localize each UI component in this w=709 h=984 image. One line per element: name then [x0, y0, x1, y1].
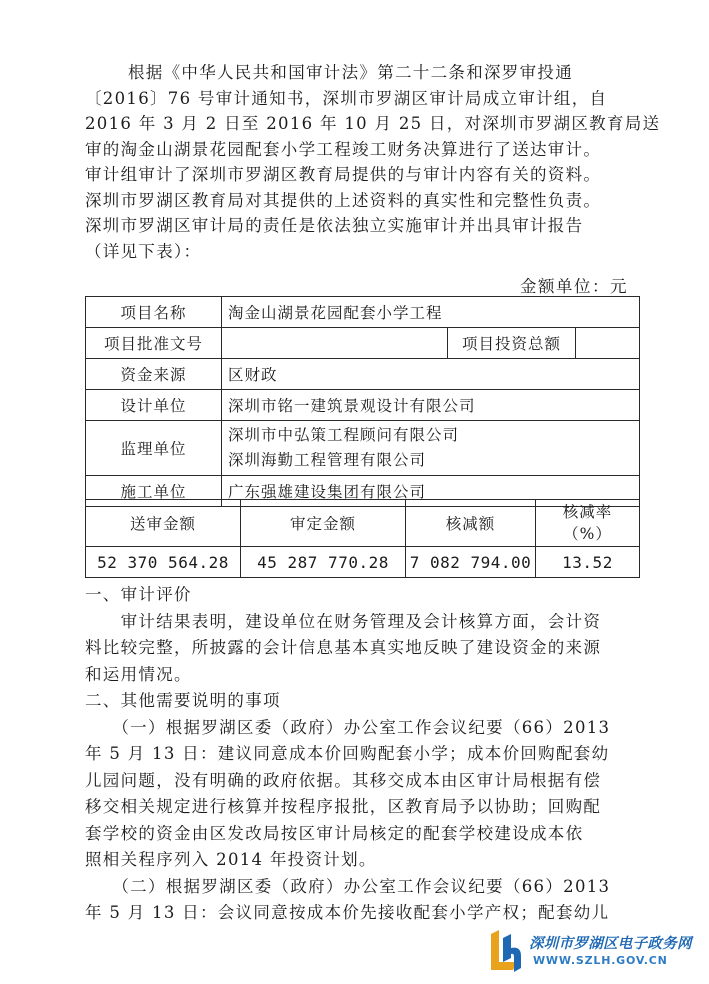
intro-line: 深圳市罗湖区审计局的责任是依法独立实施审计并出具审计报告 — [85, 216, 584, 235]
design-unit-label: 设计单位 — [86, 390, 222, 421]
table-row — [86, 421, 640, 476]
table-row — [86, 390, 640, 421]
audit-amount-table — [85, 499, 640, 578]
table-row — [86, 359, 640, 390]
submitted-amount-value: 52 370 564.28 — [86, 547, 241, 578]
reduction-rate-unit: （%） — [563, 525, 612, 543]
table-row — [86, 297, 640, 328]
body-line: 审计结果表明，建设单位在财务管理及会计核算方面，会计资 — [85, 611, 602, 631]
project-name-value: 淘金山湖景花园配套小学工程 — [222, 297, 640, 328]
report-body — [85, 582, 645, 927]
approved-amount-header: 审定金额 — [241, 500, 406, 547]
table-row — [86, 547, 640, 578]
section-heading: 二、其他需要说明的事项 — [85, 691, 281, 710]
intro-line: （详见下表）： — [85, 241, 202, 261]
body-line: 儿园问题，没有明确的政府依据。其移交成本由区审计局根据有偿 — [85, 770, 602, 790]
funding-source-value: 区财政 — [222, 359, 640, 390]
approval-number-label: 项目批准文号 — [86, 328, 222, 359]
section-heading: 一、审计评价 — [85, 585, 192, 604]
construction-unit-label: 施工单位 — [86, 476, 222, 507]
site-watermark — [487, 928, 697, 974]
investment-total-value — [576, 328, 640, 359]
intro-line: 〔2016〕76 号审计通知书，深圳市罗湖区审计局成立审计组，自 — [85, 88, 608, 108]
body-line: 照相关程序列入 2014 年投资计划。 — [85, 850, 377, 869]
table-row — [86, 328, 640, 359]
investment-total-label: 项目投资总额 — [448, 328, 576, 359]
reduction-rate-title: 核减率 — [562, 503, 613, 521]
funding-source-label: 资金来源 — [86, 359, 222, 390]
amount-unit-note: 金额单位：元 — [520, 277, 628, 296]
lh-logo-icon — [487, 928, 525, 974]
body-line: 年 5 月 13 日：建议同意成本价回购配套小学；成本价回购配套幼 — [85, 744, 610, 763]
intro-line: 审的淘金山湖景花园配套小学工程竣工财务决算进行了送达审计。 — [85, 139, 602, 159]
submitted-amount-header: 送审金额 — [86, 500, 241, 547]
supervision-unit-label: 监理单位 — [86, 421, 222, 476]
body-line: 套学校的资金由区发改局按区审计局核定的配套学校建设成本依 — [85, 823, 584, 843]
reduction-amount-value: 7 082 794.00 — [406, 547, 536, 578]
body-line: 移交相关规定进行核算并按程序报批，区教育局予以协助；回购配 — [85, 797, 602, 816]
reduction-rate-value: 13.52 — [536, 547, 640, 578]
table-header-row — [86, 500, 640, 547]
intro-line: 审计组审计了深圳市罗湖区教育局提供的与审计内容有关的资料。 — [85, 165, 602, 184]
approved-amount-value: 45 287 770.28 — [241, 547, 406, 578]
reduction-rate-header — [536, 500, 640, 547]
approval-number-value — [222, 328, 448, 359]
watermark-url: WWW.SZLH.GOV.CN — [533, 954, 668, 967]
intro-line: 根据《中华人民共和国审计法》第二十二条和深罗审投通 — [128, 63, 573, 82]
construction-unit-value: 广东强雄建设集团有限公司 — [222, 476, 640, 507]
body-line: （二）根据罗湖区委（政府）办公室工作会议纪要（66）2013 — [85, 876, 611, 896]
body-line: 料比较完整，所披露的会计信息基本真实地反映了建设资金的来源 — [85, 638, 602, 657]
intro-paragraph — [85, 60, 661, 264]
reduction-amount-header: 核减额 — [406, 500, 536, 547]
design-unit-value: 深圳市铭一建筑景观设计有限公司 — [222, 390, 640, 421]
supervision-unit-value — [222, 421, 640, 476]
project-info-table — [85, 296, 640, 507]
intro-line: 2016 年 3 月 2 日至 2016 年 10 月 25 日，对深圳市罗湖区教育局送 — [85, 114, 661, 133]
supervision-unit-2: 深圳海勤工程管理有限公司 — [228, 451, 427, 469]
body-line: （一）根据罗湖区委（政府）办公室工作会议纪要（66）2013 — [85, 717, 611, 737]
body-line: 和运用情况。 — [85, 664, 192, 684]
intro-line: 深圳市罗湖区教育局对其提供的上述资料的真实性和完整性负责。 — [85, 190, 602, 210]
body-line: 年 5 月 13 日：会议同意按成本价先接收配套小学产权；配套幼儿 — [85, 903, 610, 922]
supervision-unit-1: 深圳市中弘策工程顾问有限公司 — [228, 426, 460, 444]
project-name-label: 项目名称 — [86, 297, 222, 328]
watermark-title: 深圳市罗湖区电子政务网 — [529, 936, 692, 952]
